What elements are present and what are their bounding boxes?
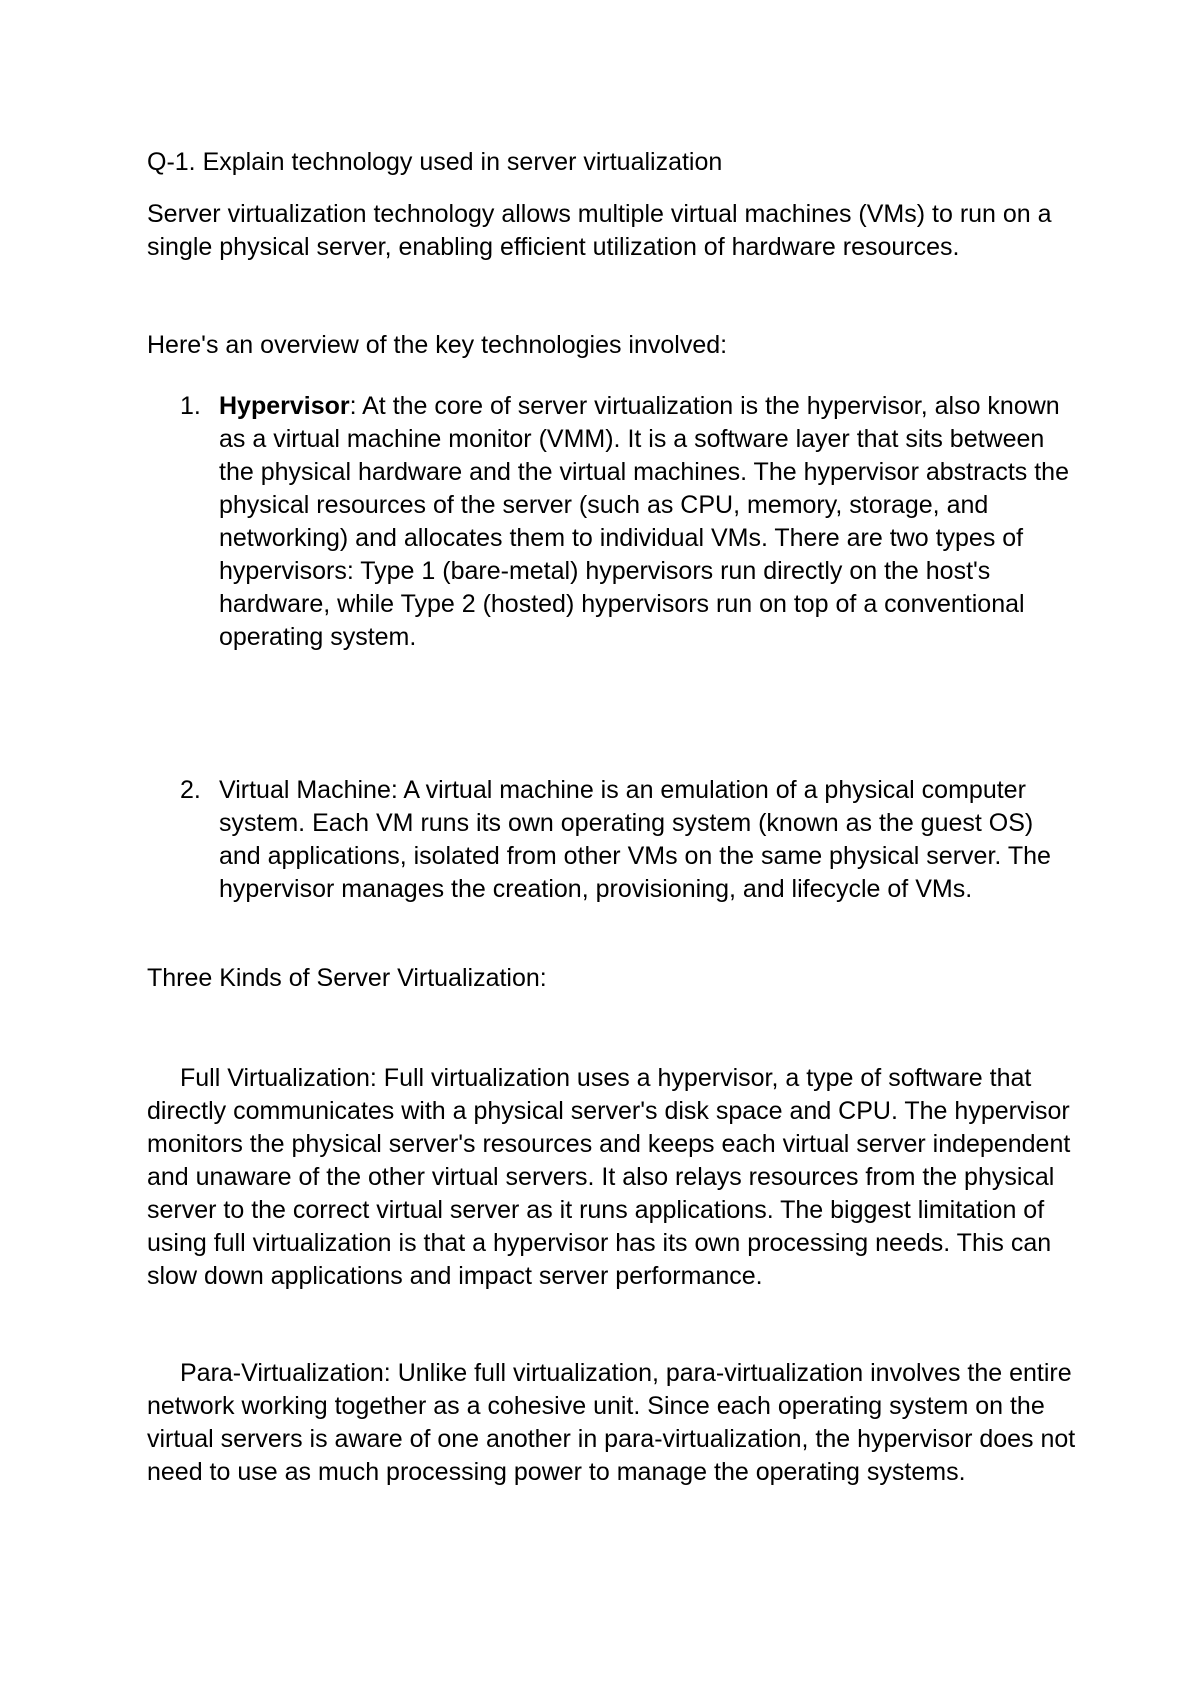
overview-paragraph: Here's an overview of the key technologies involved: bbox=[147, 331, 728, 359]
list-item-number: 1. bbox=[180, 392, 201, 420]
kinds-heading: Three Kinds of Server Virtualization: bbox=[147, 964, 547, 992]
list-item-text: : At the core of server virtualization is the hypervisor, also known as a virtual machine monitor (VMM). It is a software layer that sits between the physical hardware and the virtual machines. The hypervisor abstracts the physical resources of the server (such as CPU, memory, storage, and networking) and allocates them to individual VMs. There are two types of hypervisors: Type 1 (bare-metal) hypervisors run directly on the host's hardware, while Type 2 (hosted) hypervisors run on top of a conventional operating system. bbox=[219, 392, 1069, 651]
intro-paragraph: Server virtualization technology allows multiple virtual machines (VMs) to run on a single physical server, enabling efficient utilization of hardware resources. bbox=[147, 200, 1052, 261]
list-item-term: Hypervisor bbox=[219, 392, 350, 420]
list-item-body bbox=[219, 390, 1079, 654]
list-item-number: 2. bbox=[180, 776, 201, 804]
list-item-text: Virtual Machine: A virtual machine is an emulation of a physical computer system. Each VM runs its own operating system (known as the guest OS) and applications, isolated from other VMs on the same physical server. The hypervisor manages the creation, provisioning, and lifecycle of VMs. bbox=[219, 776, 1051, 903]
full-virtualization-paragraph: Full Virtualization: Full virtualization uses a hypervisor, a type of software that directly communicates with a physical server's disk space and CPU. The hypervisor monitors the physical server's resources and keeps each virtual server independent and unaware of the other virtual servers. It also relays resources from the physical server to the correct virtual server as it runs applications. The biggest limitation of using full virtualization is that a hypervisor has its own processing needs. This can slow down applications and impact server performance. bbox=[147, 1064, 1071, 1290]
question-title: Q-1. Explain technology used in server virtualization bbox=[147, 148, 723, 176]
para-virtualization-paragraph: Para-Virtualization: Unlike full virtualization, para-virtualization involves the entire network working together as a cohesive unit. Since each operating system on the virtual servers is aware of one another in para-virtualization, the hypervisor does not need to use as much processing power to manage the operating systems. bbox=[147, 1359, 1076, 1486]
